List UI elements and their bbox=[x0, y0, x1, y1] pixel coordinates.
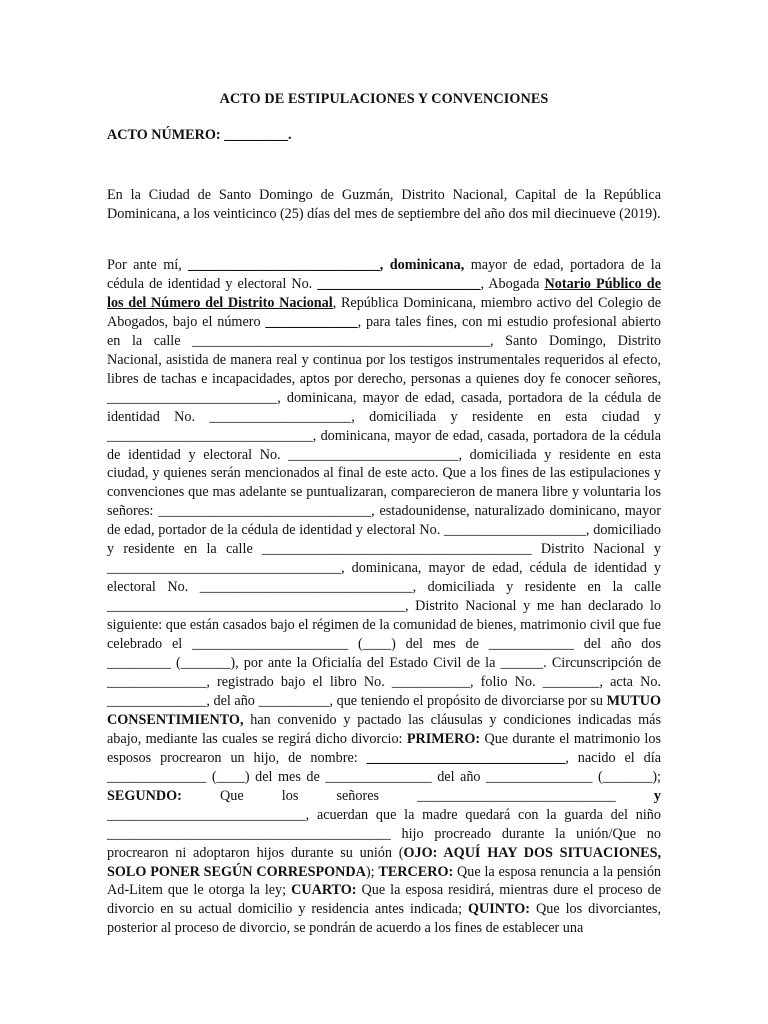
text-run: ____________________________, acuerdan que la madre quedará con la guarda del niño ________________________________________ hijo procreado durante la unión/Que no procrearon ni adoptaron hijos durante su unión ( bbox=[107, 806, 661, 861]
text-run: Que los señores ____________________________ bbox=[181, 787, 654, 804]
text-run: Por ante mí, bbox=[107, 257, 189, 273]
clause-segundo: SEGUNDO: bbox=[107, 787, 182, 804]
paragraph-body bbox=[107, 256, 661, 938]
blank-cedula-notario: _______________________ bbox=[317, 275, 481, 292]
paragraph-date: En la Ciudad de Santo Domingo de Guzmán, Distrito Nacional, Capital de la República Dominicana, a los veinticinco (25) días del mes de septiembre del año dos mil diecinueve (2019). bbox=[107, 187, 661, 222]
conjunction-y: y bbox=[653, 787, 661, 804]
text-run: , nacido el día ______________ (____) del mes de _______________ del año _______________ (_______); bbox=[107, 749, 662, 785]
text-run: ); bbox=[365, 863, 379, 880]
blank-nombre-hijo: ____________________________ bbox=[366, 749, 566, 766]
clause-quinto: QUINTO: bbox=[468, 901, 531, 918]
text-run: , para tales fines, con mi estudio profesional abierto en la calle __________________________________________, Santo Domingo, Distrito Nacional, asistida de manera real y continua por los testigos instrumentales requeridos al efecto, libres de tachas e incapacidades, aptos por derecho, personas a quienes doy fe conocer señores, ________________________, dominicana, mayor de edad, casada, portadora de la cédula de identidad No. ____________________, domiciliada y residente en esta ciudad y _____________________________, dominicana, mayor de edad, casada, portadora de la cédula de identidad y electoral No. ________________________, domiciliada y residente en esta ciudad, y quienes serán mencionados al final de este acto. Que a los fines de las estipulaciones y convenciones que mas adelante se puntualizaran, comparecieron de manera libre y voluntaria los señores: ______________________________, estadounidense, naturalizado dominicano, mayor de edad, portador de la cédula de identidad y electoral No. ____________________, domiciliado y residente en la calle ______________________________________ Distrito Nacional y _________________________________, dominicana, mayor de edad, cédula de identidad y electoral No. ______________________________, domiciliada y residente en la calle __________________________________________, Distrito Nacional y me han declarado lo siguiente: que están casados bajo el régimen de la comunidad de bienes, matrimonio civil que fue celebrado el ______________________ (____) del mes de ____________ del año dos _________ (_______), por ante la Oficialía del Estado Civil de la ______. Circunscripción de ______________, registrado bajo el libro No. ___________, folio No. ________, acta No. ______________, del año __________, que teniendo el propósito de divorciarse por su bbox=[107, 313, 661, 709]
clause-primero: PRIMERO: bbox=[406, 730, 481, 747]
clause-cuarto: CUARTO: bbox=[291, 882, 357, 899]
mutuo-consentimiento: MUTUO CONSENTIMIENTO, bbox=[107, 692, 661, 728]
text-run: Que la esposa renuncia a la pensión Ad-Litem que le otorga la ley; bbox=[107, 863, 662, 899]
acto-numero: ACTO NÚMERO: _________. bbox=[107, 127, 292, 143]
text-run: mayor de edad, portadora de la cédula de identidad y electoral No. bbox=[107, 257, 661, 292]
document-title: ACTO DE ESTIPULACIONES Y CONVENCIONES bbox=[219, 91, 549, 107]
ojo-note: OJO: AQUÍ HAY DOS SITUACIONES, SOLO PONER SEGÚN CORRESPONDA bbox=[107, 844, 662, 880]
blank-name-compareciente: ___________________________, dominicana, bbox=[188, 257, 465, 273]
text-run: han convenido y pactado las cláusulas y condiciones indicadas más abajo, mediante las cuales se regirá dicho divorcio: bbox=[107, 711, 661, 747]
clause-tercero: TERCERO: bbox=[378, 863, 454, 880]
text-run: Que durante el matrimonio los esposos procrearon un hijo, de nombre: bbox=[107, 730, 661, 766]
text-run: , Abogada bbox=[480, 275, 545, 292]
text-run: Que la esposa residirá, mientras dure el proceso de divorcio en su actual domicilio y residencia antes indicada; bbox=[107, 882, 661, 918]
notario-title: Notario Público de los del Número del Distrito Nacional bbox=[107, 275, 661, 311]
blank-numero-colegio: _____________ bbox=[265, 313, 358, 330]
text-run: , República Dominicana, miembro activo del Colegio de Abogados, bajo el número bbox=[107, 294, 661, 330]
text-run: Que los divorciantes, posterior al proceso de divorcio, se pondrán de acuerdo a los fines de establecer una bbox=[107, 901, 661, 937]
